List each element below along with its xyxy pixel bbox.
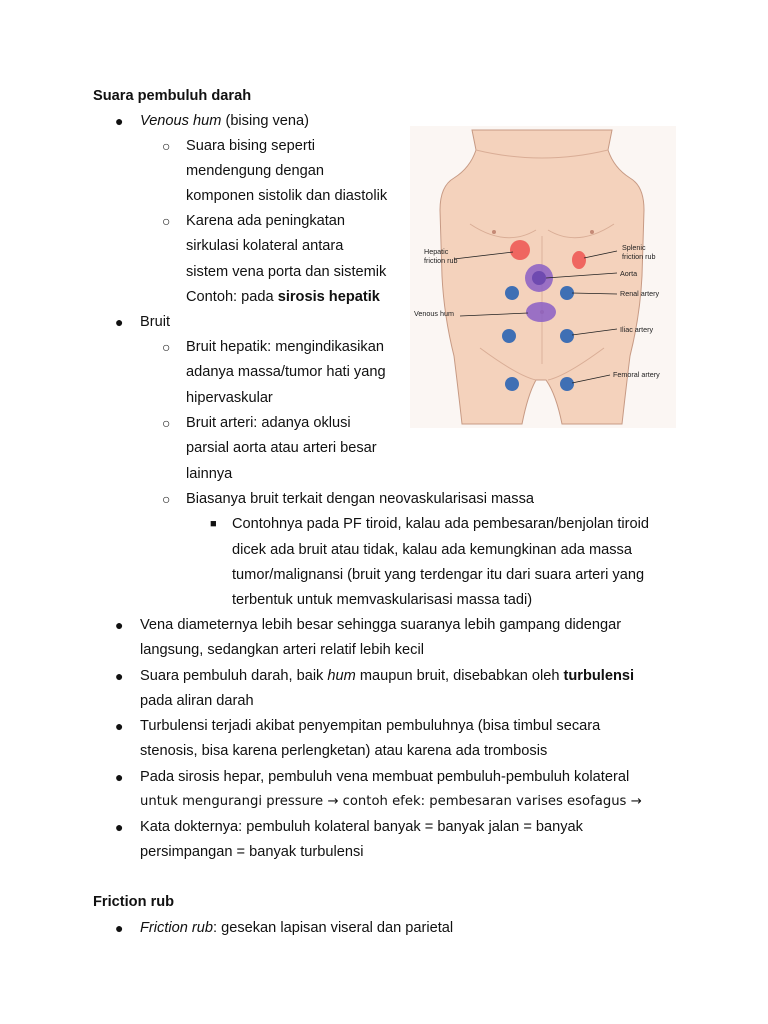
bullet-circle: ○ xyxy=(162,339,171,355)
bruit-detail-line1: Contohnya pada PF tiroid, kalau ada pembesaran/benjolan tiroid xyxy=(232,516,650,532)
venous-hum-item xyxy=(140,112,309,130)
turbulensi-line1 xyxy=(140,667,634,685)
bullet-disc: ● xyxy=(115,769,124,785)
turbulensi-line2: pada aliran darah xyxy=(140,693,254,709)
venous-sub2-line1: Karena ada peningkatan xyxy=(186,213,346,229)
bullet-disc: ● xyxy=(115,920,124,936)
label-splenic: Splenic xyxy=(622,243,646,252)
label-iliac: Iliac artery xyxy=(620,325,654,334)
bruit-detail-line4: terbentuk untuk memvaskularisasi massa tadi) xyxy=(232,592,533,608)
venous-sub1-line3: komponen sistolik dan diastolik xyxy=(186,188,388,204)
aorta-site-inner xyxy=(532,271,546,285)
venous-example-pre: Contoh: pada xyxy=(186,289,278,305)
bruit-sub1-line1: Bruit hepatik: mengindikasikan xyxy=(186,339,384,355)
bullet-disc: ● xyxy=(115,617,124,633)
renal-artery-right-site xyxy=(560,286,574,300)
friction-rub-item xyxy=(140,919,453,937)
venous-hum-desc: (bising vena) xyxy=(221,113,310,129)
bruit-sub3: Biasanya bruit terkait dengan neovaskularisasi massa xyxy=(186,491,535,507)
sirosis-line2: untuk mengurangi pressure → contoh efek: pembesaran varises esofagus → xyxy=(140,794,642,809)
bruit-sub2-line3: lainnya xyxy=(186,466,233,482)
femoral-artery-left-site xyxy=(505,377,519,391)
friction-rub-desc: : gesekan lapisan viseral dan parietal xyxy=(213,920,454,936)
venous-hum-term: Venous hum xyxy=(140,113,222,129)
venous-sub2-line3: sistem vena porta dan sistemik xyxy=(186,264,387,280)
label-splenic-2: friction rub xyxy=(622,252,656,261)
hepatic-friction-site xyxy=(510,240,530,260)
label-aorta: Aorta xyxy=(620,269,638,278)
friction-rub-term: Friction rub xyxy=(140,920,213,936)
venous-sub2-line2: sirkulasi kolateral antara xyxy=(186,238,344,254)
bullet-circle: ○ xyxy=(162,415,171,431)
sirosis-line1: Pada sirosis hepar, pembuluh vena membuat pembuluh-pembuluh kolateral xyxy=(140,769,630,785)
label-femoral: Femoral artery xyxy=(613,370,660,379)
iliac-artery-right-site xyxy=(560,329,574,343)
vena-line2: langsung, sedangkan arteri relatif lebih kecil xyxy=(140,642,424,658)
stenosis-line1: Turbulensi terjadi akibat penyempitan pembuluhnya (bisa timbul secara xyxy=(140,718,601,734)
bruit-detail-line3: tumor/malignansi (bruit yang terdengar itu dari suara arteri yang xyxy=(232,567,645,583)
label-hepatic-2: friction rub xyxy=(424,256,458,265)
venous-example xyxy=(186,288,380,306)
bullet-disc: ● xyxy=(115,668,124,684)
kata-line1: Kata dokternya: pembuluh kolateral banyak = banyak jalan = banyak xyxy=(140,819,583,835)
kata-line2: persimpangan = banyak turbulensi xyxy=(140,844,364,860)
splenic-friction-site xyxy=(572,251,586,269)
label-renal: Renal artery xyxy=(620,289,660,298)
bruit-sub1-line2: adanya massa/tumor hati yang xyxy=(186,364,386,380)
section-heading-suara: Suara pembuluh darah xyxy=(93,88,252,104)
bullet-disc: ● xyxy=(115,718,124,734)
bullet-disc: ● xyxy=(115,819,124,835)
turb-bold: turbulensi xyxy=(563,668,635,684)
turb-mid: maupun bruit, disebabkan oleh xyxy=(355,668,564,684)
renal-artery-left-site xyxy=(505,286,519,300)
venous-sub1-line2: mendengung dengan xyxy=(186,163,324,179)
vena-line1: Vena diameternya lebih besar sehingga suaranya lebih gampang didengar xyxy=(140,617,622,633)
venous-sub1-line1: Suara bising seperti xyxy=(186,138,315,154)
auscultation-torso-figure xyxy=(410,126,676,428)
nipple-left xyxy=(492,230,496,234)
bullet-circle: ○ xyxy=(162,213,171,229)
turb-pre: Suara pembuluh darah, baik xyxy=(140,668,328,684)
label-venous: Venous hum xyxy=(414,309,454,318)
bullet-circle: ○ xyxy=(162,491,171,507)
stenosis-line2: stenosis, bisa karena perlengketan) atau karena ada trombosis xyxy=(140,743,548,759)
bullet-square: ■ xyxy=(210,518,217,530)
label-hepatic: Hepatic xyxy=(424,247,449,256)
bullet-disc: ● xyxy=(115,113,124,129)
femoral-artery-right-site xyxy=(560,377,574,391)
nipple-right xyxy=(590,230,594,234)
venous-example-bold: sirosis hepatik xyxy=(277,289,380,305)
bullet-circle: ○ xyxy=(162,138,171,154)
bruit-sub1-line3: hipervaskular xyxy=(186,390,273,406)
iliac-artery-left-site xyxy=(502,329,516,343)
bruit-sub2-line2: parsial aorta atau arteri besar xyxy=(186,440,377,456)
bruit-detail-line2: dicek ada bruit atau tidak, kalau ada kemungkinan ada massa xyxy=(232,542,632,558)
venous-hum-site xyxy=(526,302,556,322)
bruit-label: Bruit xyxy=(140,314,171,330)
turb-hum: hum xyxy=(327,668,356,684)
section-heading-friction: Friction rub xyxy=(93,894,175,910)
bruit-sub2-line1: Bruit arteri: adanya oklusi xyxy=(186,415,351,431)
bullet-disc: ● xyxy=(115,314,124,330)
